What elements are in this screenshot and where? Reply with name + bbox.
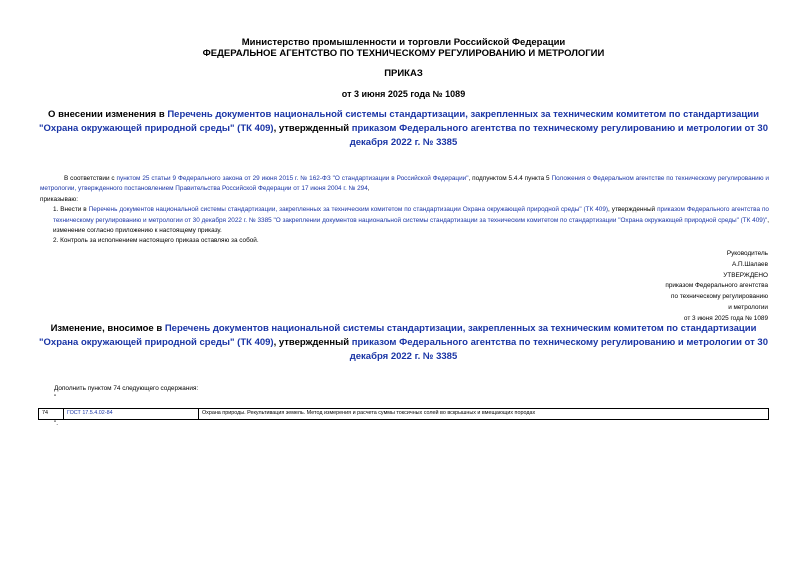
order-title-prefix: О внесении изменения в — [48, 109, 168, 120]
clause-1-text-c: , изменение согласно приложению к настоящему приказу. — [53, 216, 769, 235]
signature-block — [568, 249, 768, 325]
order-title-mid: , утвержденный — [273, 123, 352, 134]
clause-2: 2. Контроль за исполнением настоящего приказа оставляю за собой. — [53, 237, 259, 245]
table-row — [39, 409, 769, 420]
clause-1-list-link[interactable]: Перечень документов национальной системы стандартизации, закрепленных за техническим комитетом по стандартизации Охрана окружающей природной среды" (ТК 409) — [88, 206, 609, 214]
basis-text-c: , — [367, 185, 370, 193]
close-quote: ". — [54, 420, 59, 427]
clause-1-text-a: 1. Внести в — [53, 206, 89, 214]
change-title-order-link[interactable]: приказом Федерального агентства по техническому регулированию и метрологии от 30 декабря 2022 г. № 3385 — [349, 337, 768, 362]
standard-code-cell — [64, 409, 199, 420]
approved-by-line-1: приказом Федерального агентства — [665, 282, 768, 290]
clause-1 — [40, 205, 769, 236]
approved-label: УТВЕРЖДЕНО — [723, 271, 768, 279]
approved-date: от 3 июня 2025 года № 1089 — [683, 314, 768, 322]
federal-law-link[interactable]: пунктом 25 статьи 9 Федерального закона от 29 июня 2015 г. № 162-ФЗ "О стандартизации в Российской Федерации" — [116, 175, 469, 182]
basis-text-b: , подпунктом 5.4.4 пункта 5 — [468, 175, 552, 182]
clause-1-order-link[interactable]: приказом Федерального агентства по техническому регулированию и метрологии от 30 декабря 2022 г. № 3385 "О закреплении документов национальной системы стандартизации за техническим комитетом по стандартизации "Охрана окружающей природной среды" (ТК 409)" — [53, 206, 769, 224]
standards-table — [38, 408, 769, 420]
change-title — [36, 322, 771, 364]
agency-heading: ФЕДЕРАЛЬНОЕ АГЕНТСТВО ПО ТЕХНИЧЕСКОМУ РЕГУЛИРОВАНИЮ И МЕТРОЛОГИИ — [202, 48, 605, 59]
row-number-cell: 74 — [39, 409, 64, 420]
basis-text-a: В соответствии с — [64, 175, 117, 182]
order-verb: приказываю: — [40, 195, 78, 203]
order-title-order-link[interactable]: приказом Федерального агентства по техническому регулированию и метрологии от 30 декабря 2022 г. № 3385 — [349, 123, 768, 148]
order-body — [40, 174, 769, 247]
regulation-link[interactable]: Положения о Федеральном агентстве по техническому регулированию и метрологии, утвержденного постановлением Правительства Российской Федерации от 17 июня 2004 г. № 294 — [40, 175, 769, 193]
change-title-list-link[interactable]: Перечень документов национальной системы стандартизации, закрепленных за техническим комитетом по стандартизации "Охрана окружающей природной среды" (ТК 409) — [39, 323, 757, 348]
order-title — [36, 108, 771, 150]
order-title-list-link[interactable]: Перечень документов национальной системы стандартизации, закрепленных за техническим комитетом по стандартизации "Охрана окружающей природной среды" (ТК 409) — [39, 109, 759, 134]
basis-paragraph — [40, 174, 769, 195]
signer-role: Руководитель — [726, 250, 768, 257]
addition-intro: Дополнить пунктом 74 следующего содержания: — [54, 385, 199, 392]
ministry-heading: Министерство промышленности и торговли Российской Федерации — [241, 37, 566, 48]
standard-code-link[interactable]: ГОСТ 17.5.4.02-84 — [67, 410, 113, 416]
signer-name: А.П.Шалаев — [731, 260, 768, 268]
doc-type-heading: ПРИКАЗ — [384, 68, 423, 79]
change-title-prefix: Изменение, вносимое в — [50, 323, 165, 334]
change-title-mid: , утвержденный — [273, 337, 352, 348]
clause-1-text-b: , утвержденный — [608, 206, 658, 214]
order-date-number: от 3 июня 2025 года № 1089 — [341, 89, 466, 99]
approved-by-line-3: и метрологии — [728, 303, 768, 311]
approved-by-line-2: по техническому регулированию — [671, 293, 768, 301]
open-quote: " — [54, 394, 57, 401]
standard-name-cell: Охрана природы. Рекультивация земель. Метод измерения и расчета суммы токсичных солей во вскрышных и вмещающих породах — [199, 409, 769, 420]
